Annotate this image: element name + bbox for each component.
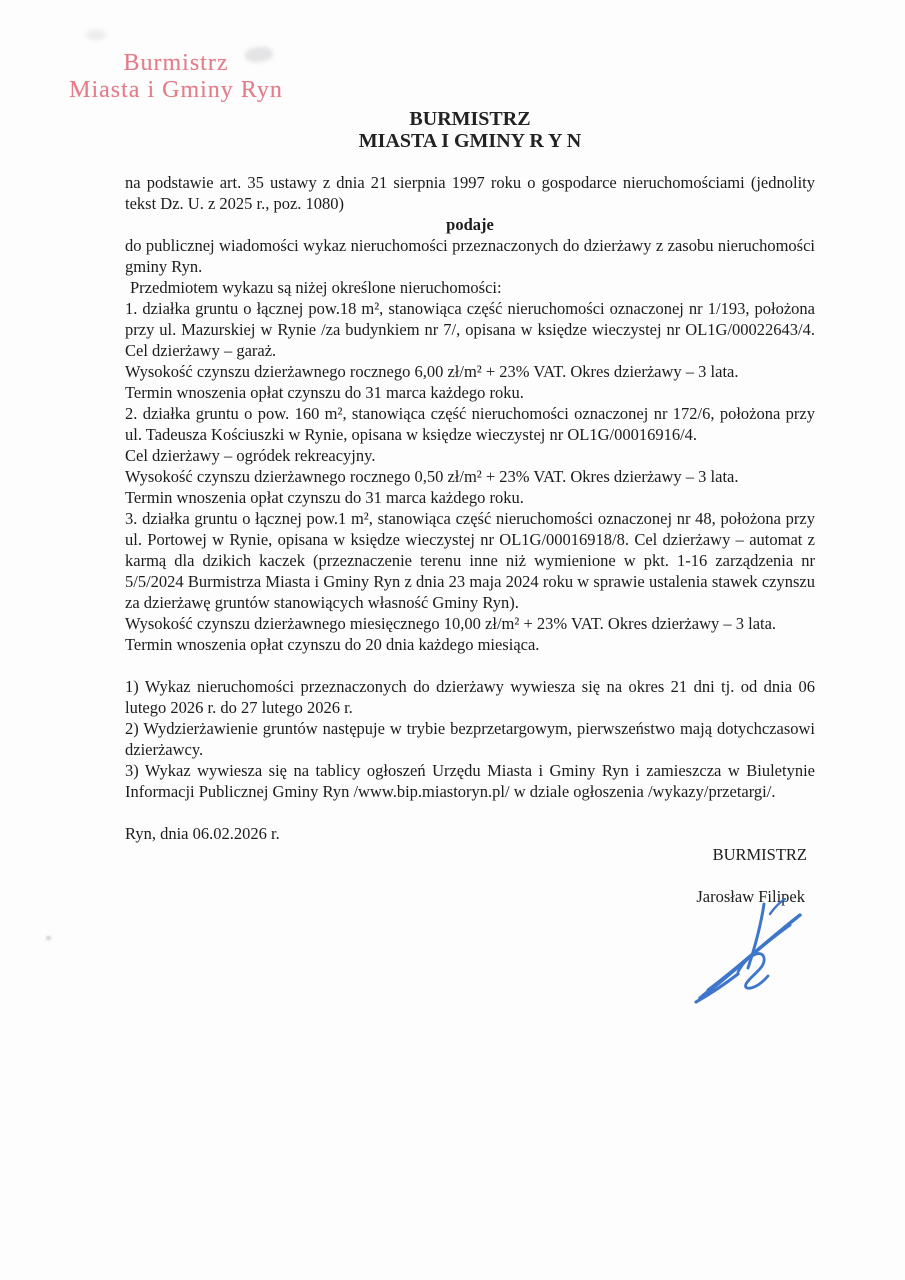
property-2-deadline: Termin wnoszenia opłat czynszu do 31 marca każdego roku. <box>125 488 524 507</box>
property-2-description: 2. działka gruntu o pow. 160 m², stanowiąca część nieruchomości oznaczonej nr 172/6, położona przy ul. Tadeusza Kościuszki w Rynie, opisana w księdze wieczystej nr OL1G/00016916/4. <box>125 404 815 444</box>
announcement-paragraph: do publicznej wiadomości wykaz nieruchomości przeznaczonych do dzierżawy z zasobu nieruchomości gminy Ryn. <box>125 236 815 276</box>
note-1: 1) Wykaz nieruchomości przeznaczonych do dzierżawy wywiesza się na okres 21 dni tj. od dnia 06 lutego 2026 r. do 27 lutego 2026 r. <box>125 677 815 717</box>
note-2: 2) Wydzierżawienie gruntów następuje w trybie bezprzetargowym, pierwszeństwo mają dotychczasowi dzierżawcy. <box>125 719 815 759</box>
stamp-line-1: Burmistrz <box>123 50 229 76</box>
property-1-rent: Wysokość czynszu dzierżawnego rocznego 6,00 zł/m² + 23% VAT. Okres dzierżawy – 3 lata. <box>125 362 739 381</box>
property-1-description: 1. działka gruntu o łącznej pow.18 m², stanowiąca część nieruchomości oznaczonej nr 1/193, położona przy ul. Mazurskiej w Rynie /za budynkiem nr 7/, opisana w księdze wieczystej nr OL1G/00022643/4. Cel dzierżawy – garaż. <box>125 299 815 360</box>
property-1-deadline: Termin wnoszenia opłat czynszu do 31 marca każdego roku. <box>125 383 524 402</box>
subject-line: Przedmiotem wykazu są niżej określone nieruchomości: <box>130 278 502 297</box>
scan-artifact <box>86 30 106 40</box>
podaje-word: podaje <box>446 215 494 234</box>
legal-basis-paragraph: na podstawie art. 35 ustawy z dnia 21 sierpnia 1997 roku o gospodarce nieruchomościami (jednolity tekst Dz. U. z 2025 r., poz. 1080) <box>125 173 815 213</box>
signature-name: Jarosław Filipek <box>696 887 805 906</box>
scan-artifact <box>46 936 51 940</box>
signature-title: BURMISTRZ <box>712 845 807 864</box>
mayor-ink-stamp <box>40 50 312 104</box>
property-3-deadline: Termin wnoszenia opłat czynszu do 20 dnia każdego miesiąca. <box>125 635 540 654</box>
place-and-date: Ryn, dnia 06.02.2026 r. <box>125 824 280 843</box>
note-3: 3) Wykaz wywiesza się na tablicy ogłoszeń Urzędu Miasta i Gminy Ryn i zamieszcza w Biuletynie Informacji Publicznej Gminy Ryn /www.bip.miastoryn.pl/ w dziale ogłoszenia /wykazy/przetargi/. <box>125 761 815 801</box>
document-body <box>125 172 815 655</box>
notes-section <box>125 676 815 802</box>
document-title-line-1: BURMISTRZ <box>409 108 531 130</box>
property-2-purpose: Cel dzierżawy – ogródek rekreacyjny. <box>125 446 376 465</box>
document-title-line-2: MIASTA I GMINY R Y N <box>358 130 582 152</box>
property-3-rent: Wysokość czynszu dzierżawnego miesięcznego 10,00 zł/m² + 23% VAT. Okres dzierżawy – 3 lata. <box>125 614 777 633</box>
property-2-rent: Wysokość czynszu dzierżawnego rocznego 0,50 zł/m² + 23% VAT. Okres dzierżawy – 3 lata. <box>125 467 739 486</box>
property-3-description: 3. działka gruntu o łącznej pow.1 m², stanowiąca część nieruchomości oznaczonej nr 48, położona przy ul. Portowej w Rynie, opisana w księdze wieczystej nr OL1G/00016918/8. Cel dzierżawy – automat z karmą dla dzikich kaczek (przeznaczenie terenu inne niż wymienione w pkt. 1-16 zarządzenia nr 5/5/2024 Burmistrza Miasta i Gminy Ryn z dnia 23 maja 2024 roku w sprawie ustalenia stawek czynszu za dzierżawę gruntów stanowiących własność Gminy Ryn). <box>125 509 815 612</box>
handwritten-signature-ink <box>680 892 820 1007</box>
document-title <box>125 108 815 152</box>
stamp-line-2: Miasta i Gminy Ryn <box>69 77 283 103</box>
